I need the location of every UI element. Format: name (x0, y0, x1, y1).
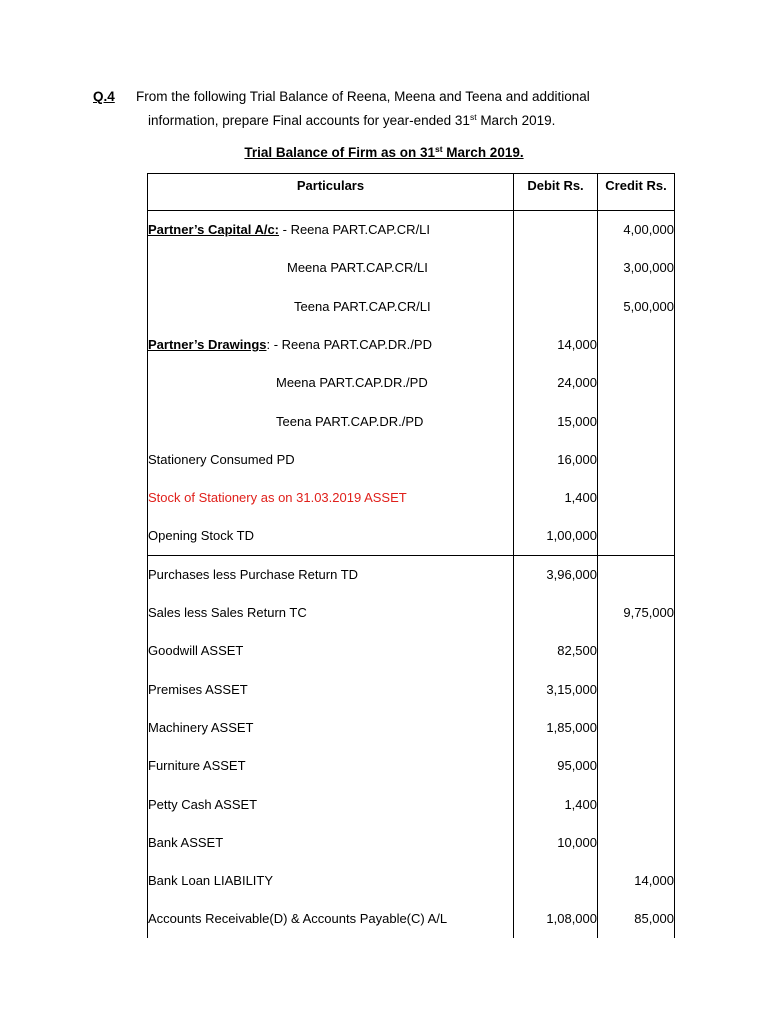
table-row (148, 747, 675, 785)
table-row (148, 632, 675, 670)
debit-cell: 16,000 (514, 440, 598, 478)
table-row (148, 287, 675, 325)
debit-cell: 1,08,000 (514, 900, 598, 938)
table-row (148, 402, 675, 440)
table-row (148, 249, 675, 287)
credit-cell (598, 823, 675, 861)
table-row (148, 785, 675, 823)
debit-cell: 24,000 (514, 364, 598, 402)
header-debit: Debit Rs. (514, 174, 598, 211)
particulars-cell (148, 211, 514, 249)
table-row (148, 862, 675, 900)
question-text-line-2-main: information, prepare Final accounts for year-ended 31 (148, 113, 470, 128)
question-number: Q.4 (93, 89, 115, 104)
question-text-line-1: From the following Trial Balance of Reena, Meena and Teena and additional (136, 89, 590, 104)
particulars-text: : - Reena PART.CAP.DR./PD (266, 337, 432, 353)
credit-cell (598, 325, 675, 363)
table-row (148, 440, 675, 478)
credit-cell (598, 517, 675, 555)
debit-cell: 10,000 (514, 823, 598, 861)
question-text-line-2 (148, 113, 555, 128)
table-title-main: Trial Balance of Firm as on 31 (244, 145, 435, 160)
table-row (148, 900, 675, 938)
debit-cell: 3,15,000 (514, 670, 598, 708)
particulars-cell: Machinery ASSET (148, 708, 514, 746)
debit-cell (514, 287, 598, 325)
table-row (148, 670, 675, 708)
debit-cell: 1,400 (514, 785, 598, 823)
credit-cell (598, 555, 675, 593)
debit-cell: 15,000 (514, 402, 598, 440)
table-row (148, 708, 675, 746)
particulars-text: - Reena PART.CAP.CR/LI (279, 222, 431, 238)
debit-cell: 1,400 (514, 479, 598, 517)
debit-cell (514, 249, 598, 287)
table-row (148, 555, 675, 593)
superscript: st (434, 144, 443, 154)
debit-cell (514, 211, 598, 249)
table-row (148, 325, 675, 363)
particulars-cell-highlighted: Stock of Stationery as on 31.03.2019 ASSET (148, 479, 514, 517)
debit-cell (514, 862, 598, 900)
table-title-end: March 2019. (442, 145, 524, 160)
debit-cell: 95,000 (514, 747, 598, 785)
debit-cell: 1,85,000 (514, 708, 598, 746)
credit-cell: 3,00,000 (598, 249, 675, 287)
debit-cell: 1,00,000 (514, 517, 598, 555)
table-row (148, 593, 675, 631)
credit-cell (598, 364, 675, 402)
credit-cell (598, 785, 675, 823)
particulars-cell: Meena PART.CAP.CR/LI (148, 249, 514, 287)
credit-cell (598, 402, 675, 440)
header-particulars: Particulars (148, 174, 514, 211)
particulars-cell: Sales less Sales Return TC (148, 593, 514, 631)
particulars-cell: Teena PART.CAP.DR./PD (148, 402, 514, 440)
credit-cell (598, 670, 675, 708)
credit-cell: 4,00,000 (598, 211, 675, 249)
debit-cell: 14,000 (514, 325, 598, 363)
table-row (148, 211, 675, 249)
credit-cell (598, 632, 675, 670)
credit-cell (598, 708, 675, 746)
credit-cell (598, 440, 675, 478)
credit-cell: 14,000 (598, 862, 675, 900)
particulars-cell: Purchases less Purchase Return TD (148, 555, 514, 593)
credit-cell: 85,000 (598, 900, 675, 938)
question-text-line-2-end: March 2019. (476, 113, 556, 128)
particulars-cell: Bank Loan LIABILITY (148, 862, 514, 900)
table-row (148, 364, 675, 402)
particulars-cell: Goodwill ASSET (148, 632, 514, 670)
credit-cell (598, 747, 675, 785)
particulars-cell: Teena PART.CAP.CR/LI (148, 287, 514, 325)
header-credit: Credit Rs. (598, 174, 675, 211)
particulars-cell: Premises ASSET (148, 670, 514, 708)
debit-cell: 3,96,000 (514, 555, 598, 593)
debit-cell (514, 593, 598, 631)
particulars-cell: Petty Cash ASSET (148, 785, 514, 823)
particulars-cell (148, 325, 514, 363)
particulars-cell: Bank ASSET (148, 823, 514, 861)
trial-balance-table (147, 173, 675, 938)
particulars-cell: Accounts Receivable(D) & Accounts Payable(C) A/L (148, 900, 514, 938)
table-header-row (148, 174, 675, 211)
table-row (148, 479, 675, 517)
partners-capital-label: Partner’s Capital A/c: (148, 222, 280, 238)
particulars-cell: Meena PART.CAP.DR./PD (148, 364, 514, 402)
particulars-cell: Opening Stock TD (148, 517, 514, 555)
table-row (148, 517, 675, 555)
superscript: st (469, 112, 477, 122)
table-row (148, 823, 675, 861)
table-title (0, 145, 768, 160)
credit-cell: 9,75,000 (598, 593, 675, 631)
credit-cell (598, 479, 675, 517)
particulars-cell: Stationery Consumed PD (148, 440, 514, 478)
credit-cell: 5,00,000 (598, 287, 675, 325)
partners-drawings-label: Partner’s Drawings (148, 337, 267, 353)
particulars-cell: Furniture ASSET (148, 747, 514, 785)
debit-cell: 82,500 (514, 632, 598, 670)
